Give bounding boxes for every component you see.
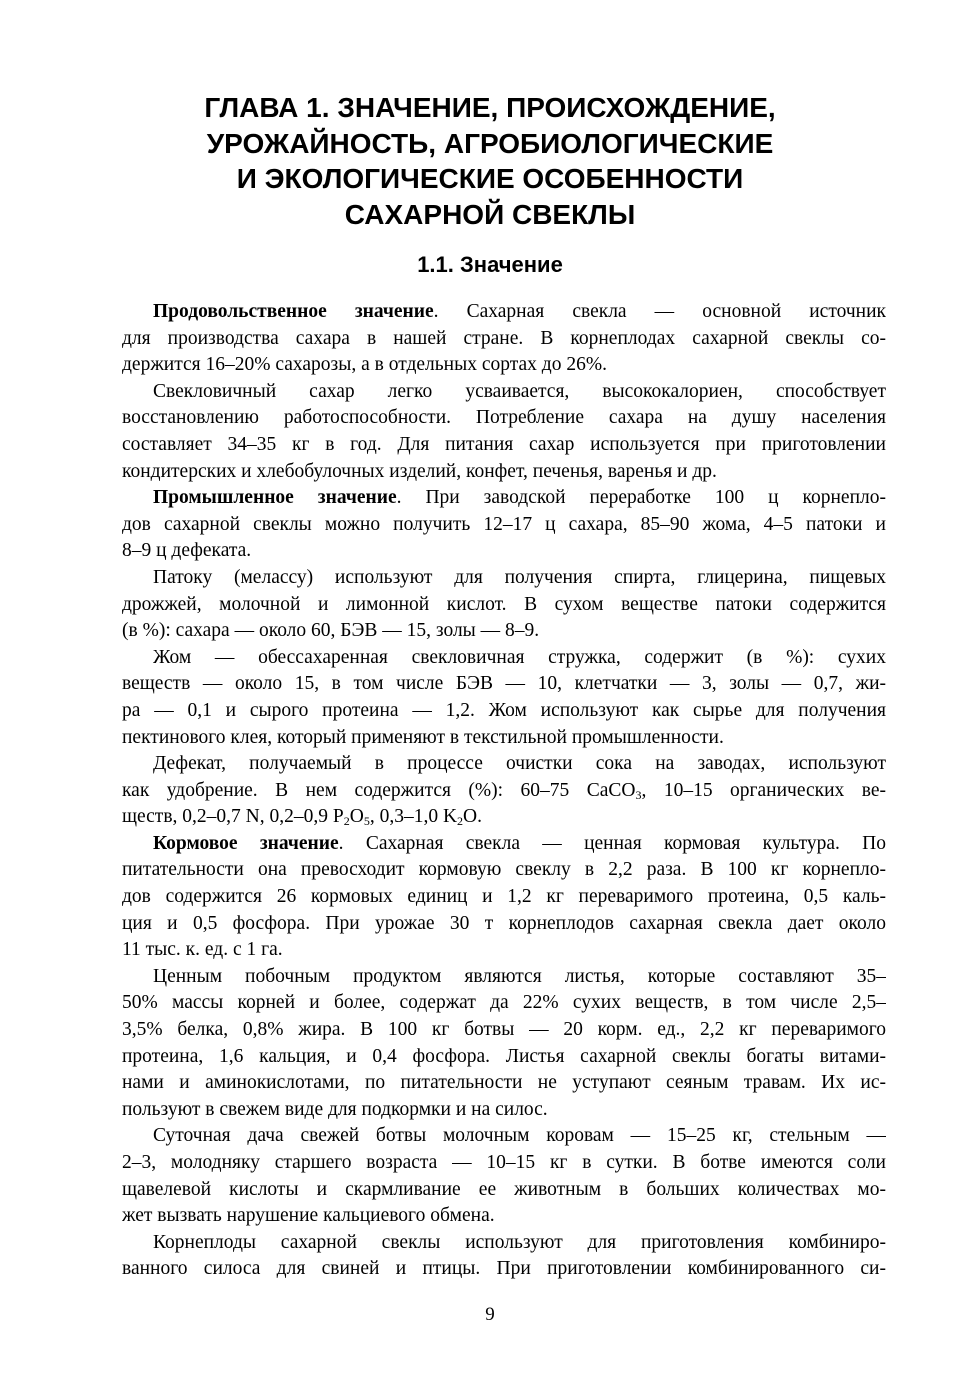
- paragraph-line: (в %): сахара — около 60, БЭВ — 15, золы — 8–9.: [122, 620, 540, 642]
- paragraph-line: ванного силоса для свиней и птицы. При приготовлении комбинированного си-: [122, 1258, 886, 1280]
- paragraph-line: пользуют в свежем виде для подкормки и на силос.: [122, 1098, 548, 1120]
- bold-lead-term: Продовольственное значение: [153, 301, 434, 322]
- paragraph-line: [122, 831, 886, 858]
- paragraph-line: для производства сахара в нашей стране. В корнеплодах сахарной свеклы со-: [122, 327, 886, 349]
- paragraph-line: Дефекат, получаемый в процессе очистки сока на заводах, используют: [153, 753, 886, 775]
- paragraph-line: [122, 299, 886, 326]
- paragraph-line: дрожжей, молочной и лимонной кислот. В сухом веществе патоки содержится: [122, 593, 886, 615]
- paragraph-line: держится 16–20% сахарозы, а в отдельных сортах до 26%.: [122, 354, 607, 376]
- text-run: . Сахарная свекла — основной источник: [433, 301, 886, 322]
- chapter-title-line: САХАРНОЙ СВЕКЛЫ: [344, 198, 636, 230]
- paragraph-line: 11 тыс. к. ед. с 1 га.: [122, 939, 283, 961]
- paragraph-line: жет вызвать нарушение кальциевого обмена.: [122, 1205, 495, 1227]
- page-number: 9: [485, 1304, 495, 1325]
- paragraph-line: 8–9 ц дефеката.: [122, 540, 252, 562]
- bold-lead-term: Промышленное значение: [153, 487, 397, 509]
- text-run: . При заводской переработке 100 ц корнепло-: [396, 487, 886, 509]
- text-run: ществ, 0,2–0,7 N, 0,2–0,9 P: [122, 806, 344, 828]
- text-run: , 10–15 органических ве-: [641, 779, 886, 801]
- text-run: , 0,3–1,0 K: [369, 806, 458, 828]
- paragraph-line: веществ — около 15, в том числе БЭВ — 10, клетчатки — 3, золы — 0,7, жи-: [122, 673, 886, 695]
- text-run: как удобрение. В нем содержится (%): 60–75 CaCO: [122, 779, 636, 801]
- subscript: 2: [457, 814, 464, 829]
- paragraph-line: [122, 485, 886, 512]
- subscript: 3: [635, 787, 642, 802]
- paragraph-line: составляет 34–35 кг в год. Для питания сахар используется при приготовлении: [122, 433, 886, 455]
- paragraph-line: Корнеплоды сахарной свеклы используют для приготовления комбиниро-: [153, 1231, 886, 1253]
- paragraph-line: восстановлению работоспособности. Потребление сахара на душу населения: [122, 407, 886, 429]
- paragraph-line: пектинового клея, который применяют в текстильной промышленности.: [122, 726, 724, 748]
- subscript: 2: [343, 814, 350, 829]
- text-run: O.: [463, 806, 482, 828]
- paragraph-line: протеина, 1,6 кальция, и 0,4 фосфора. Листья сахарной свеклы богаты витами-: [122, 1045, 886, 1067]
- paragraph-line: 3,5% белка, 0,8% жира. В 100 кг ботвы — 20 корм. ед., 2,2 кг переваримого: [122, 1019, 886, 1041]
- paragraph-line: щавелевой кислоты и скармливание ее животным в больших количествах мо-: [122, 1178, 886, 1200]
- chapter-title-line: И ЭКОЛОГИЧЕСКИЕ ОСОБЕННОСТИ: [236, 163, 744, 194]
- paragraph-line: Свекловичный сахар легко усваивается, высококалориен, способствует: [153, 380, 886, 402]
- subscript: 5: [363, 814, 370, 829]
- paragraph-line: Жом — обессахаренная свекловичная стружка, содержит (в %): сухих: [153, 646, 886, 668]
- text-run: . Сахарная свекла — ценная кормовая культура. По: [338, 832, 886, 854]
- paragraph-line: Ценным побочным продуктом являются листья, которые составляют 35–: [153, 965, 886, 987]
- paragraph-line: [122, 778, 886, 805]
- body-text: [122, 299, 886, 1283]
- paragraph-line: [122, 804, 886, 831]
- paragraph-line: кондитерских и хлебобулочных изделий, конфет, печенья, варенья и др.: [122, 460, 717, 482]
- chapter-title-line: УРОЖАЙНОСТЬ, АГРОБИОЛОГИЧЕСКИЕ: [206, 127, 774, 159]
- chapter-title: [0, 90, 980, 232]
- paragraph-line: нами и аминокислотами, по питательности не уступают сеяным травам. Их ис-: [122, 1072, 886, 1094]
- paragraph-line: Суточная дача свежей ботвы молочным коровам — 15–25 кг, стельным —: [153, 1125, 886, 1147]
- text-run: O: [349, 806, 364, 828]
- paragraph-line: Патоку (мелассу) используют для получения спирта, глицерина, пищевых: [153, 566, 886, 588]
- paragraph-line: дов сахарной свеклы можно получить 12–17 ц сахара, 85–90 жома, 4–5 патоки и: [122, 513, 886, 535]
- paragraph-line: 50% массы корней и более, содержат да 22% сухих веществ, в том числе 2,5–: [122, 992, 886, 1014]
- paragraph-line: ра — 0,1 и сырого протеина — 1,2. Жом используют как сырье для получения: [122, 699, 886, 721]
- section-heading: 1.1. Значение: [417, 252, 563, 277]
- paragraph-line: 2–3, молодняку старшего возраста — 10–15 кг в сутки. В ботве имеются соли: [122, 1152, 886, 1173]
- chapter-title-line: ГЛАВА 1. ЗНАЧЕНИЕ, ПРОИСХОЖДЕНИЕ,: [204, 92, 776, 123]
- paragraph-line: ция и 0,5 фосфора. При урожае 30 т корнеплодов сахарная свекла дает около: [122, 912, 886, 934]
- bold-lead-term: Кормовое значение: [153, 832, 339, 854]
- paragraph-line: дов содержится 26 кормовых единиц и 1,2 кг переваримого протеина, 0,5 каль-: [122, 886, 886, 908]
- paragraph-line: питательности она превосходит кормовую свеклу в 2,2 раза. В 100 кг корнепло-: [122, 859, 886, 881]
